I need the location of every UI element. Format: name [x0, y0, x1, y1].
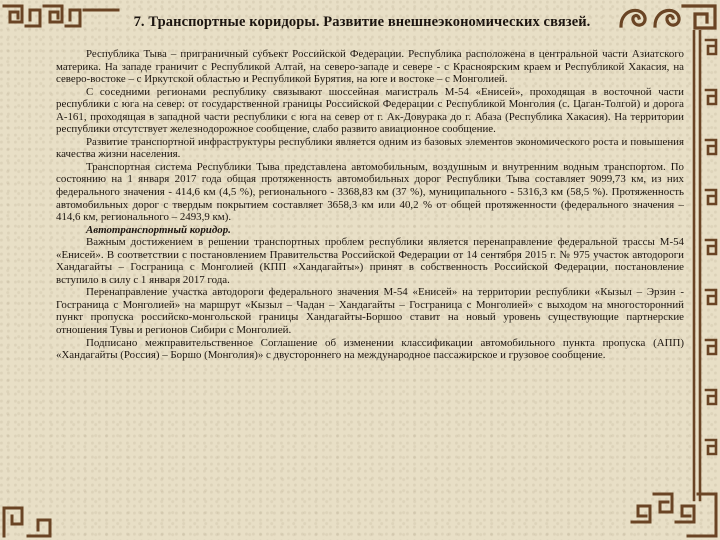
paragraph-borders: Республика Тыва – приграничный субъект Российской Федерации. Республика расположена в центральной части Азиатского материка. На западе граничит с Республикой Алтай, на северо-западе и севере - с Красноярским краем и Республикой Хакасия, на северо-востоке – с Иркутской областью и Республикой Бурятия, на юге и востоке – с Монголией.	[56, 48, 684, 86]
bottom-left-corner-ornament-icon	[0, 500, 60, 540]
paragraph-m54-redirect: Важным достижением в решении транспортных проблем республики является перенаправление федеральной трассы М-54 «Енисей». В соответствии с постановлением Правительства Российской Федерации от 14 сентября 2015 г. № 975 участок автодороги Хандагайты – Госграница с Монголией (КПП «Хандагайты») принят в собственность Российской Федерации, постановление вступило в силу с 1 января 2017 года.	[56, 236, 684, 286]
paragraph-transport-system: Транспортная система Республики Тыва представлена автомобильным, воздушным и внутренним водным транспортом. По состоянию на 1 января 2017 года общая протяженность автомобильных дорог Республики Тыва составляет 9099,73 км, из них федерального значения - 414,6 км (4,5 %), регионального - 3368,83 км (37 %), муниципального - 5316,3 км (58,5 %). Протяженность автомобильных дорог с твердым покрытием составляет 3658,3 км или 40,2 % от общей протяженности (федерального значения – 414,6 км, регионального – 2493,9 км).	[56, 160, 684, 224]
bottom-right-corner-ornament-icon	[628, 486, 720, 540]
slide-title: 7. Транспортные коридоры. Развитие внешнеэкономических связей.	[133, 14, 591, 30]
paragraph-roads: С соседними регионами республику связывают шоссейная магистраль М-54 «Енисей», проходящая в восточной части республики с юга на север: от государственной границы Российской Федерации с Республикой Монголия (с. Цаган-Толгой) и дорога А-161, проходящая в западной части республики с юга на север от г. Ак-Довурака до г. Абаза (Республика Хакасия). На территории республики отсутствует железнодорожное сообщение, слабо развито авиационное сообщение.	[56, 85, 684, 136]
paragraph-infrastructure: Развитие транспортной инфраструктуры республики является одним из базовых элементов экономического роста и повышения качества жизни населения.	[56, 135, 684, 161]
right-border-ornament-icon	[688, 30, 720, 510]
body-text	[56, 48, 684, 362]
subheading-auto-corridor: Автотранспортный коридор.	[86, 223, 231, 236]
paragraph-route-change: Перенаправление участка автодороги федерального значения М-54 «Енисей» на территории республики «Кызыл – Эрзин - Госграница с Монголией» на маршрут «Кызыл – Чадан – Хандагайты – Госграница с Монголией» с выходом на многосторонний пункт пропуска российско-монгольской границы Хандагайты-Боршоо ставит на новый уровень существующие партнерские отношения Тувы и регионов Сибири с Монголией.	[56, 286, 684, 337]
paragraph-agreement: Подписано межправительственное Соглашение об изменении классификации автомобильного пункта пропуска (АПП) «Хандагайты (Россия) – Боршо (Монголия)» с двустороннего на международное пассажирское и грузовое сообщение.	[56, 336, 684, 362]
